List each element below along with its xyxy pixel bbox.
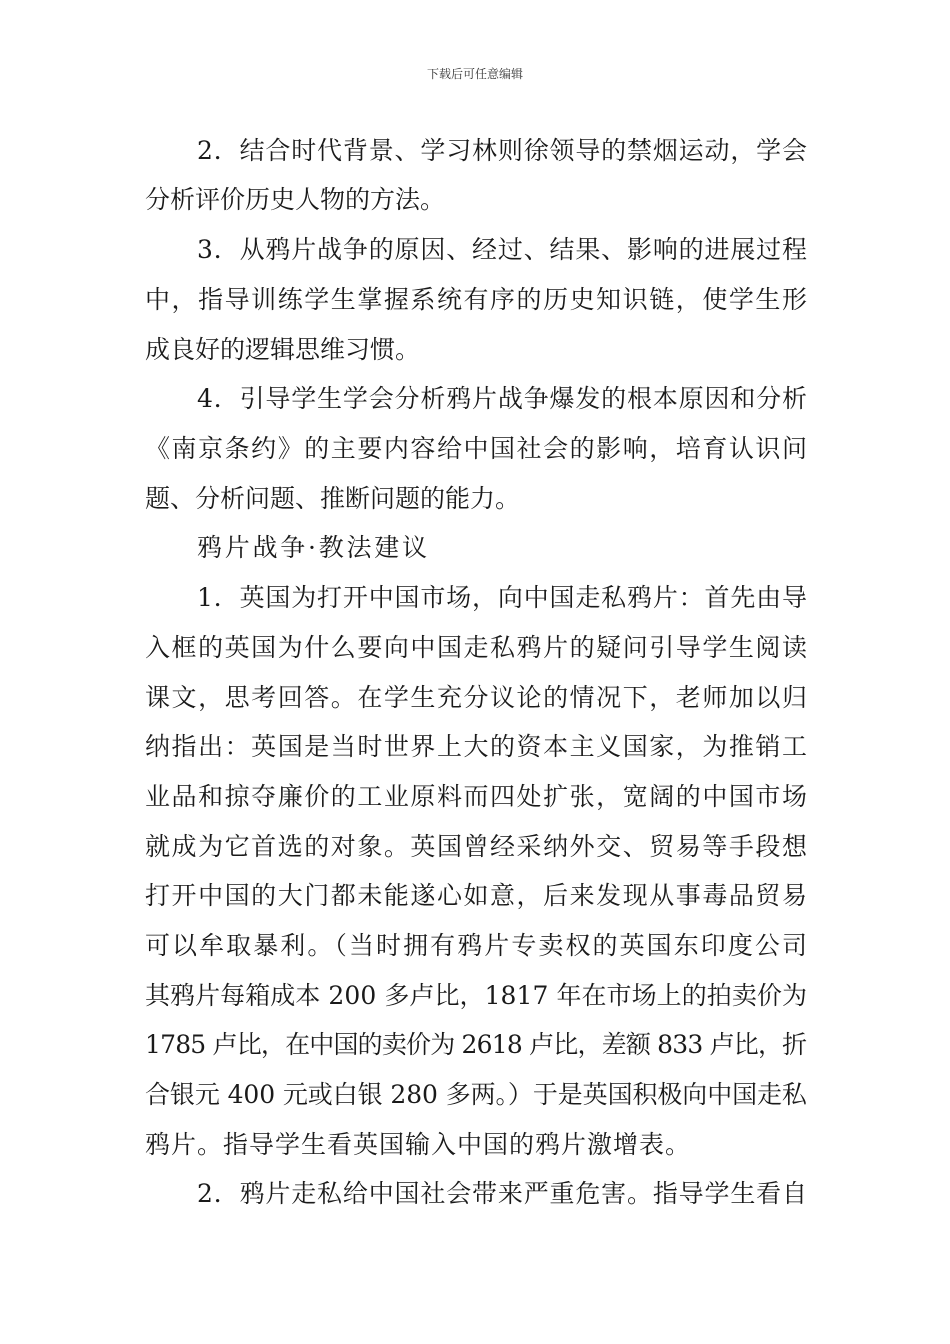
text-line: 题、分析问题、推断问题的能力。 [145, 484, 521, 513]
text-line: 成良好的逻辑思维习惯。 [145, 335, 421, 364]
text-line: 2．结合时代背景、学习林则徐领导的禁烟运动，学会 [197, 136, 808, 165]
text-line: 鸦片。指导学生看英国输入中国的鸦片激增表。 [145, 1130, 692, 1159]
text-line: 1785 卢比，在中国的卖价为 2618 卢比，差额 833 卢比，折 [145, 1030, 807, 1059]
text-line: 2．鸦片走私给中国社会带来严重危害。指导学生看自 [197, 1179, 808, 1208]
text-line: 1．英国为打开中国市场，向中国走私鸦片：首先由导 [197, 583, 808, 612]
text-line: 合银元 400 元或白银 280 多两。）于是英国积极向中国走私 [145, 1080, 807, 1109]
section-heading: 鸦片战争·教法建议 [197, 533, 430, 562]
text-line: 课文，思考回答。在学生充分议论的情况下，老师加以归 [145, 683, 809, 712]
text-line: 打开中国的大门都未能遂心如意，后来发现从事毒品贸易 [145, 881, 809, 910]
text-line: 纳指出：英国是当时世界上大的资本主义国家，为推销工 [145, 732, 809, 761]
text-line: 4．引导学生学会分析鸦片战争爆发的根本原因和分析 [197, 384, 808, 413]
text-line: 入框的英国为什么要向中国走私鸦片的疑问引导学生阅读 [145, 633, 809, 662]
text-line: 中，指导训练学生掌握系统有序的历史知识链，使学生形 [145, 285, 809, 314]
text-line: 《南京条约》的主要内容给中国社会的影响，培育认识问 [145, 434, 809, 463]
text-line: 业品和掠夺廉价的工业原料而四处扩张，宽阔的中国市场 [145, 782, 809, 811]
text-line: 就成为它首选的对象。英国曾经采纳外交、贸易等手段想 [145, 832, 809, 861]
text-line: 分析评价历史人物的方法。 [145, 185, 446, 214]
page-header: 下载后可任意编辑 [426, 67, 523, 81]
text-line: 3．从鸦片战争的原因、经过、结果、影响的进展过程 [197, 235, 808, 264]
text-line: 可以牟取暴利。（当时拥有鸦片专卖权的英国东印度公司 [145, 931, 810, 960]
text-line: 其鸦片每箱成本 200 多卢比，1817 年在市场上的拍卖价为 [145, 981, 808, 1010]
